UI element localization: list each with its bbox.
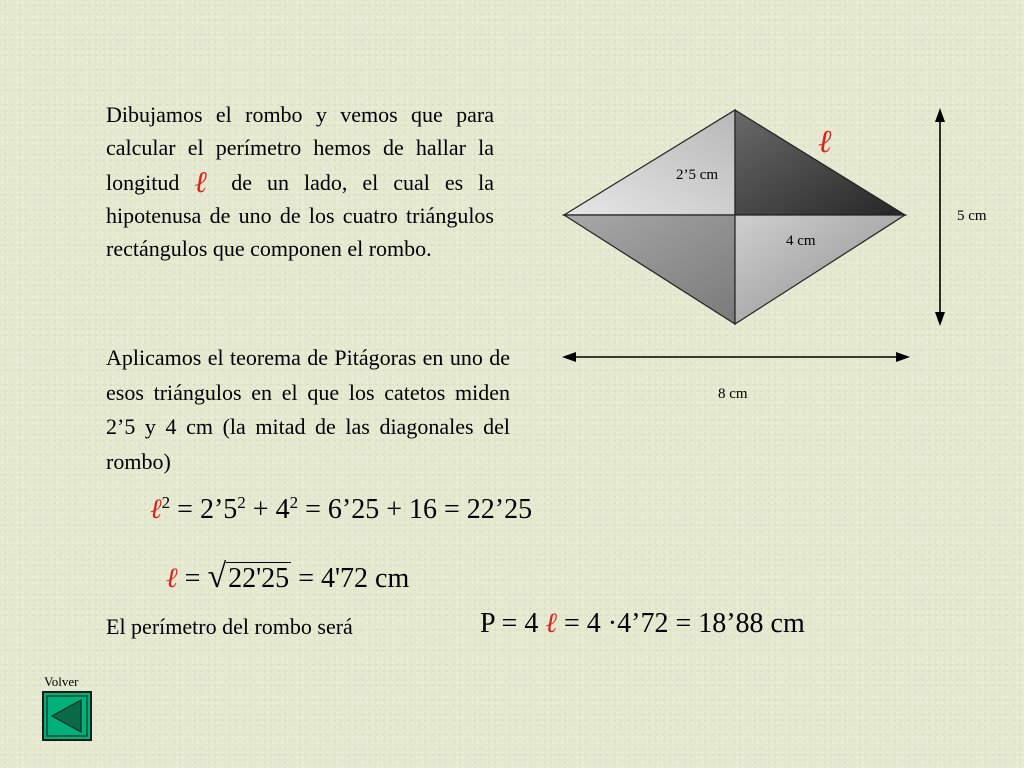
arrowhead-long-left: [562, 352, 576, 362]
perimeter-equation: [480, 608, 805, 640]
eq1-exponent-2: 2: [237, 493, 246, 512]
label-half-long-diagonal: 4 cm: [786, 233, 816, 249]
explanation-text-part1: Dibujamos el rombo y vemos que para calcular el perímetro hemos de hallar la longitud: [106, 102, 494, 195]
side-length-symbol: ℓ: [194, 166, 217, 199]
eq1-exponent-3: 2: [289, 493, 299, 512]
pythagoras-equation: [150, 493, 532, 526]
eq2-equals: =: [184, 563, 201, 594]
eq2-symbol: ℓ: [166, 563, 178, 594]
arrowhead-short-top: [935, 108, 945, 122]
rhombus-triangle-bottom-left: [564, 215, 735, 324]
label-short-diagonal: 5 cm: [957, 208, 987, 224]
eq1-term-a: = 2’5: [177, 494, 238, 525]
perimeter-rhs: = 4 ·4’72 = 18’88 cm: [564, 608, 805, 639]
label-long-diagonal: 8 cm: [718, 386, 748, 402]
eq2-radicand: 22'25: [228, 563, 290, 594]
side-symbol-label: ℓ: [818, 123, 832, 159]
eq1-result: = 6’25 + 16 = 22’25: [305, 494, 533, 525]
arrowhead-short-bottom: [935, 312, 945, 326]
volver-label: Volver: [44, 674, 79, 689]
radical-sign-icon: √: [207, 558, 227, 595]
eq1-exponent-1: 2: [161, 493, 171, 512]
back-arrow-icon: [42, 691, 92, 741]
rhombus-triangle-bottom-right: [735, 215, 905, 324]
arrowhead-long-right: [896, 352, 910, 362]
square-root-equation: [166, 558, 409, 596]
eq1-symbol: ℓ: [150, 494, 162, 525]
back-button[interactable]: [42, 691, 92, 741]
explanation-text-part2: de un lado, el cual es la hipotenusa de uno de los cuatro triángulos rectángulos que componen el rombo.: [106, 170, 495, 261]
label-half-short-diagonal: 2’5 cm: [676, 167, 719, 183]
rhombus-triangle-top-left: [564, 110, 735, 215]
perimeter-intro-text: El perímetro del rombo será: [106, 614, 353, 639]
eq2-result: = 4'72 cm: [298, 563, 410, 594]
perimeter-lhs: P = 4: [480, 608, 539, 639]
perimeter-symbol: ℓ: [545, 608, 557, 639]
eq1-term-b: + 4: [252, 494, 290, 525]
explanation-paragraph-2: Aplicamos el teorema de Pitágoras en uno de esos triángulos en el que los catetos miden 2’5 y 4 cm (la mitad de las diagonales del rombo): [106, 345, 510, 474]
